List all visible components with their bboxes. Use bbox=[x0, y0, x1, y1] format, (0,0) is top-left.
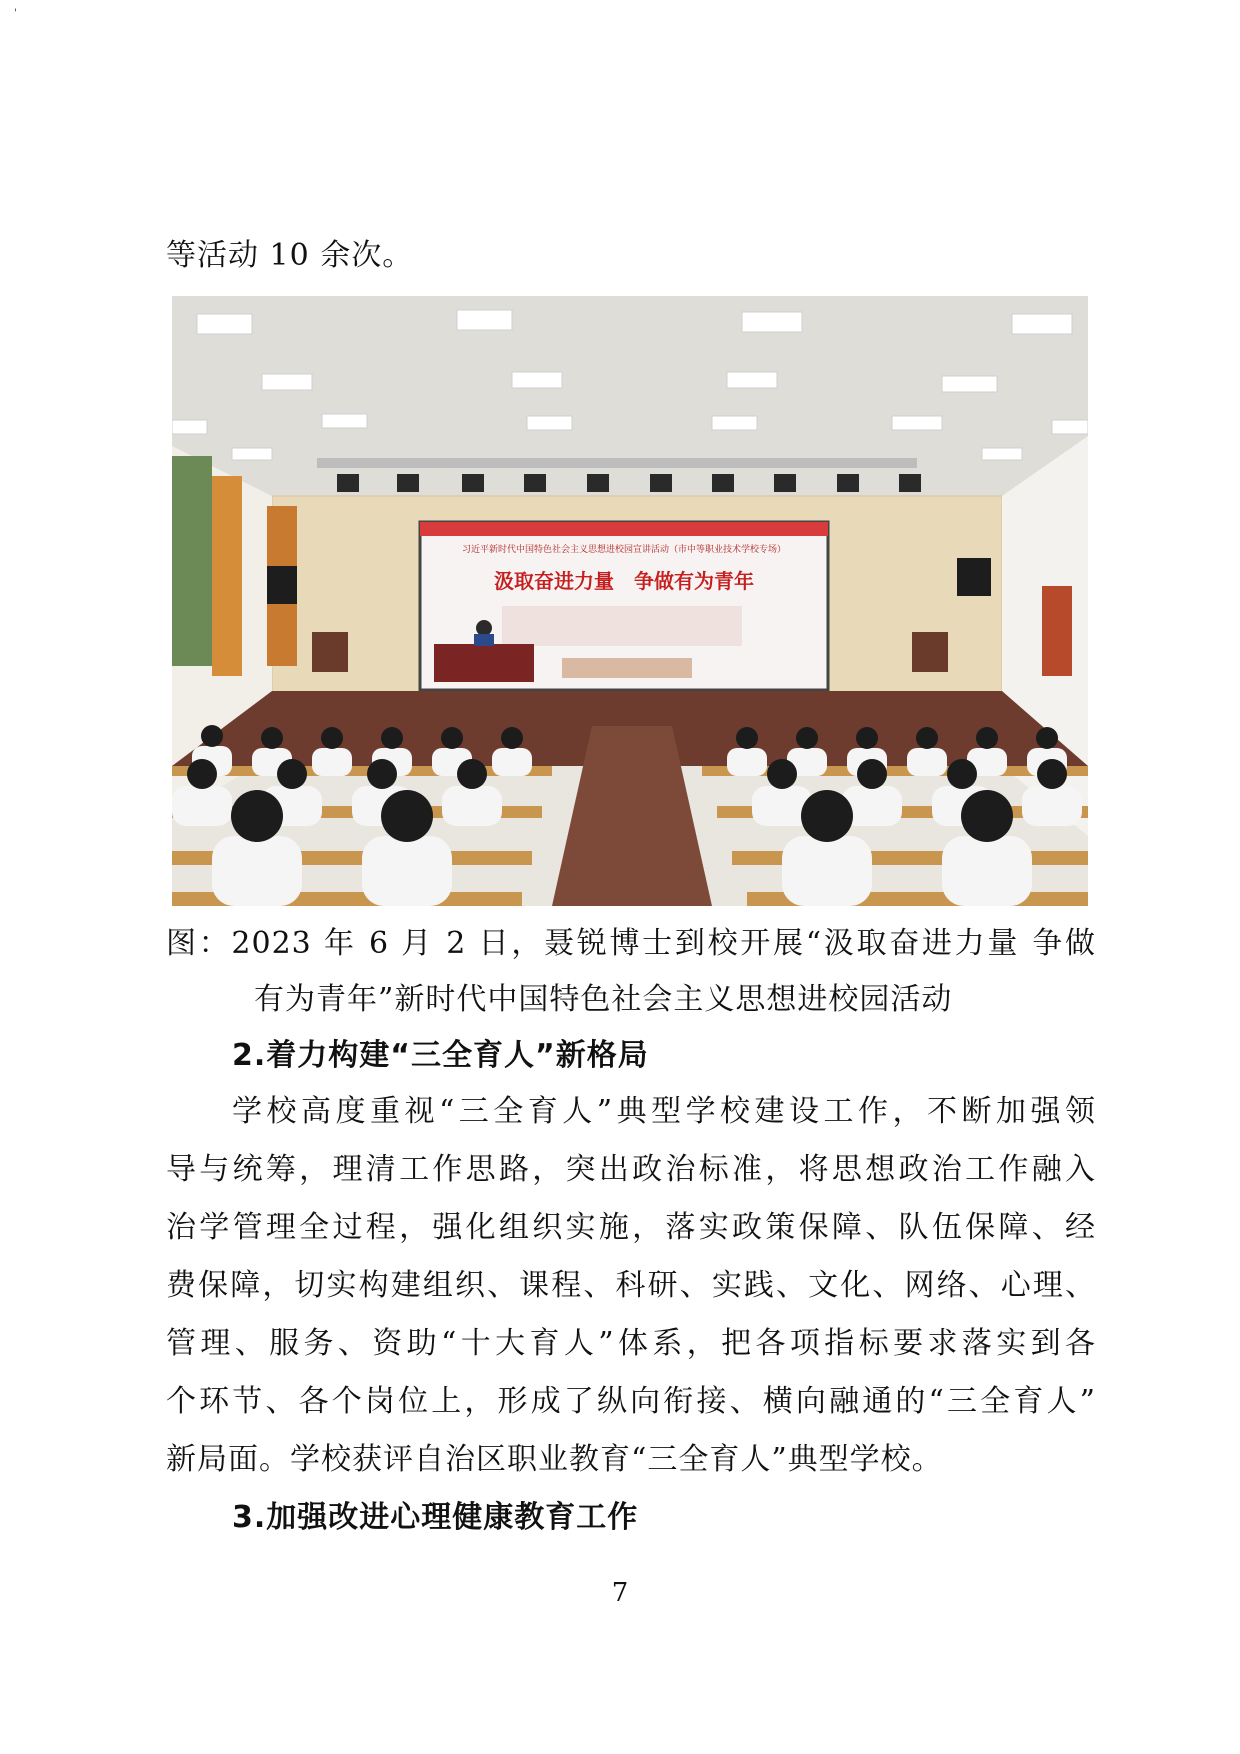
photo-caption-line-2: 有为青年”新时代中国特色社会主义思想进校园活动 bbox=[254, 982, 953, 1017]
paragraph-line-intro: 等活动 10 余次。 bbox=[166, 238, 414, 273]
screen-banner-text: 习近平新时代中国特色社会主义思想进校园宣讲活动（市中等职业技术学校专场） bbox=[461, 545, 787, 555]
paragraph-line-1: 学校高度重视“三全育人”典型学校建设工作，不断加强领 bbox=[232, 1094, 1096, 1129]
page-number: 7 bbox=[611, 1578, 629, 1608]
paragraph-line-3: 治学管理全过程，强化组织实施，落实政策保障、队伍保障、经 bbox=[166, 1210, 1096, 1245]
paragraph-line-4: 费保障，切实构建组织、课程、科研、实践、文化、网络、心理、 bbox=[166, 1268, 1096, 1303]
paragraph-line-5: 管理、服务、资助“十大育人”体系，把各项指标要求落实到各 bbox=[166, 1326, 1096, 1361]
section-heading-3: 3.加强改进心理健康教育工作 bbox=[232, 1500, 639, 1535]
screen-main-title: 汲取奋进力量 争做有为青年 bbox=[494, 569, 754, 593]
paragraph-line-6: 个环节、各个岗位上，形成了纵向衔接、横向融通的“三全育人” bbox=[166, 1384, 1096, 1419]
photo-caption-line-1: 图：2023 年 6 月 2 日，聂锐博士到校开展“汲取奋进力量 争做 bbox=[166, 926, 1096, 961]
paragraph-line-7: 新局面。学校获评自治区职业教育“三全育人”典型学校。 bbox=[166, 1442, 943, 1477]
section-heading-2: 2.着力构建“三全育人”新格局 bbox=[232, 1038, 649, 1073]
event-photo bbox=[172, 296, 1088, 906]
paragraph-line-2: 导与统筹，理清工作思路，突出政治标准，将思想政治工作融入 bbox=[166, 1152, 1096, 1187]
page-corner-mark: ' bbox=[14, 8, 17, 19]
